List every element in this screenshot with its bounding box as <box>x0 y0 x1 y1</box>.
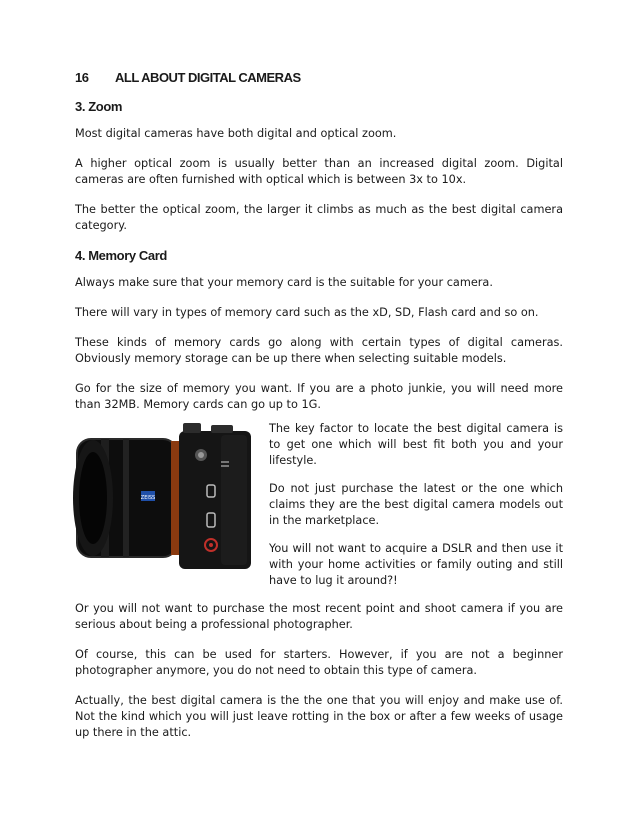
running-header <box>75 70 563 85</box>
paragraph: You will not want to acquire a DSLR and then use it with your home activities or family outing and still have to lug it around?! <box>269 542 563 587</box>
paragraph: Or you will not want to purchase the most recent point and shoot camera if you are serious about being a professional photographer. <box>75 602 563 631</box>
camera-photo-icon <box>71 421 261 581</box>
camera-illustration <box>71 421 261 581</box>
paragraph: The key factor to locate the best digital camera is to get one which will best fit both you and your lifestyle. <box>269 422 563 467</box>
paragraph: Actually, the best digital camera is the the one that you will enjoy and make use of. Not the kind which you will just leave rotting in the box or after a few weeks of usage up there in the attic. <box>75 694 563 739</box>
paragraph: A higher optical zoom is usually better than an increased digital zoom. Digital cameras are often furnished with optical which is between 3x to 10x. <box>75 157 563 186</box>
section-heading-memory-card: 4. Memory Card <box>75 248 167 263</box>
paragraph: Of course, this can be used for starters. However, if you are not a beginner photographer anymore, you do not need to obtain this type of camera. <box>75 648 563 677</box>
paragraph: These kinds of memory cards go along with certain types of digital cameras. Obviously memory storage can be up there when selecting suitable models. <box>75 336 563 365</box>
running-title: ALL ABOUT DIGITAL CAMERAS <box>115 70 301 85</box>
paragraph: There will vary in types of memory card such as the xD, SD, Flash card and so on. <box>75 306 539 319</box>
lens-brand-label: ZEISS <box>140 495 156 501</box>
page-content <box>75 70 563 755</box>
section-heading-zoom: 3. Zoom <box>75 99 123 114</box>
paragraph: Always make sure that your memory card is the suitable for your camera. <box>75 276 493 289</box>
figure-wrap-block <box>75 421 563 633</box>
paragraph: Most digital cameras have both digital and optical zoom. <box>75 127 397 140</box>
paragraph: Go for the size of memory you want. If you are a photo junkie, you will need more than 32MB. Memory cards can go up to 1G. <box>75 382 563 411</box>
paragraph: Do not just purchase the latest or the one which claims they are the best digital camera models out in the marketplace. <box>269 482 563 527</box>
paragraph: The better the optical zoom, the larger it climbs as much as the best digital camera category. <box>75 203 563 232</box>
page-number: 16 <box>75 70 89 85</box>
